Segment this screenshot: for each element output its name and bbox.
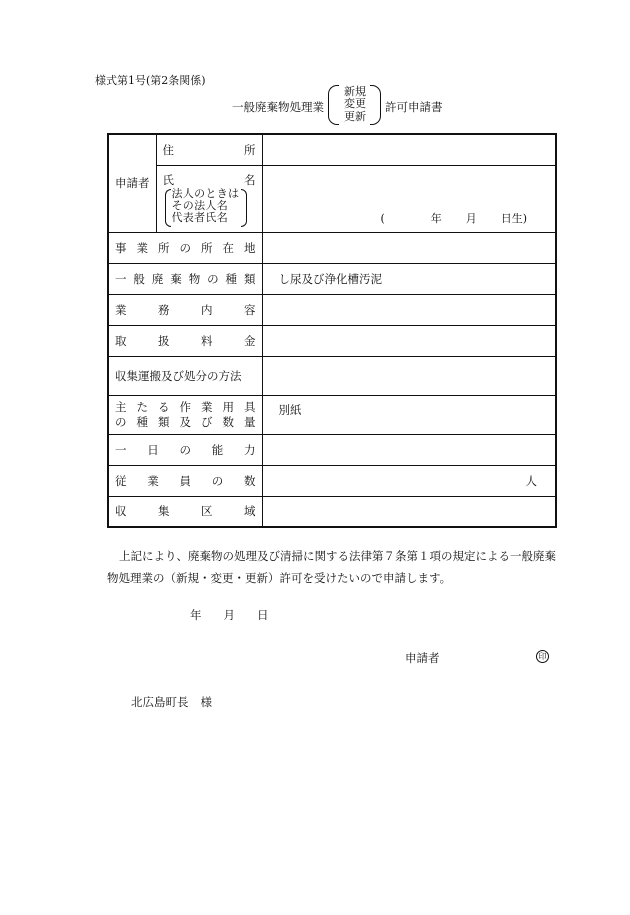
birth-date: ( 年 月 日生) xyxy=(380,211,528,225)
corporation-note: 法人のときは その法人名 代表者氏名 xyxy=(165,188,247,228)
business-content-field[interactable] xyxy=(262,294,556,325)
date-day: 日 xyxy=(257,608,269,622)
addressee-name: 北広島町長 xyxy=(131,695,189,709)
daily-capacity-field[interactable] xyxy=(262,434,556,465)
fee-label: 取 扱 料 金 xyxy=(108,325,262,356)
method-label: 収集運搬及び処分の方法 xyxy=(108,356,262,395)
equipment-label: 主 た る 作 業 用 具 の 種 類 及 び 数 量 xyxy=(108,395,262,434)
business-content-label: 業 務 内 容 xyxy=(108,294,262,325)
application-date xyxy=(190,607,291,623)
form-number: 様式第1号(第2条関係) xyxy=(95,74,206,87)
addressee xyxy=(131,694,212,710)
daily-capacity-label: 一 日 の 能 力 xyxy=(108,434,262,465)
name-label: 氏 名 法人のときは その法人名 代表者氏名 xyxy=(156,165,262,232)
collection-area-field[interactable] xyxy=(262,496,556,527)
applicant-label: 申請者 xyxy=(108,134,156,232)
fee-field[interactable] xyxy=(262,325,556,356)
title-suffix: 許可申請書 xyxy=(385,100,443,114)
seal-mark: 印 xyxy=(536,650,549,663)
address-label: 住 所 xyxy=(156,134,262,165)
name-field[interactable] xyxy=(262,165,556,232)
waste-type-label: 一 般 廃 棄 物 の 種 類 xyxy=(108,263,262,294)
waste-type-field[interactable]: し尿及び浄化槽汚泥 xyxy=(262,263,556,294)
address-field[interactable] xyxy=(262,134,556,165)
statement-line-2: 物処理業の（新規・変更・更新）許可を受けたいので申請します。 xyxy=(107,571,452,585)
application-table xyxy=(107,133,557,528)
title-option-change: 変更 xyxy=(344,97,366,111)
staff-count-label: 従 業 員 の 数 xyxy=(108,465,262,496)
date-month: 月 xyxy=(223,608,235,622)
addressee-honorific: 様 xyxy=(200,695,212,709)
title-prefix: 一般廃棄物処理業 xyxy=(232,100,324,114)
method-field[interactable] xyxy=(262,356,556,395)
title-option-renewal: 更新 xyxy=(344,109,366,123)
office-location-field[interactable] xyxy=(262,232,556,263)
office-location-label: 事 業 所 の 所 在 地 xyxy=(108,232,262,263)
collection-area-label: 収 集 区 域 xyxy=(108,496,262,527)
date-year: 年 xyxy=(190,608,202,622)
statement-line-1: 上記により、廃棄物の処理及び清掃に関する法律第７条第１項の規定による一般廃棄 xyxy=(119,549,556,563)
title-option-new: 新規 xyxy=(344,85,366,98)
title-right-paren xyxy=(370,85,381,125)
applicant-signature-label: 申請者 xyxy=(405,651,440,665)
equipment-field[interactable]: 別紙 xyxy=(262,395,556,434)
staff-count-field[interactable]: 人 xyxy=(262,465,556,496)
statement xyxy=(107,545,557,589)
title-options xyxy=(338,86,372,123)
